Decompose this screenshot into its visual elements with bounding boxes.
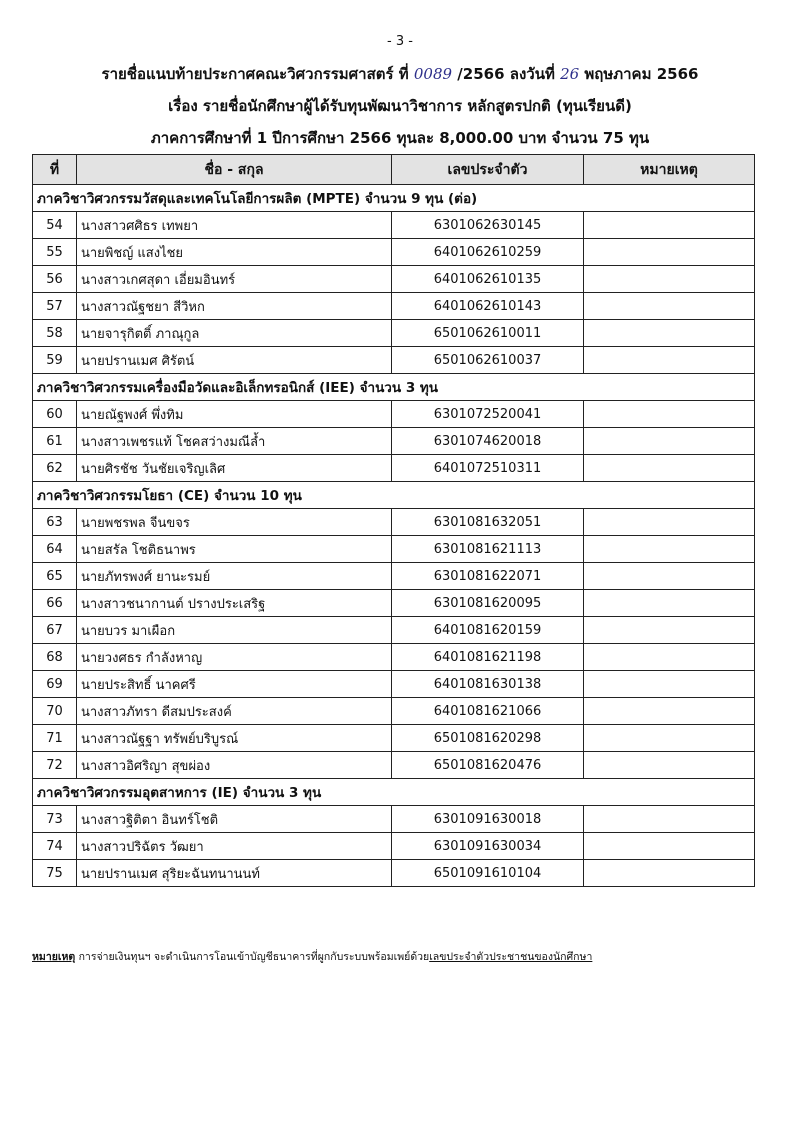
cell-number: 65 (33, 563, 77, 590)
cell-name: นายสรัล โชติธนาพร (77, 536, 392, 563)
cell-remark (584, 833, 755, 860)
cell-remark (584, 347, 755, 374)
cell-number: 61 (33, 428, 77, 455)
cell-number: 67 (33, 617, 77, 644)
table-row (33, 509, 755, 536)
cell-student-id: 6301081622071 (392, 563, 584, 590)
cell-name: นายปรานเมศ สุริยะฉันทนานนท์ (77, 860, 392, 887)
handwritten-doc-number: 0089 (413, 65, 453, 83)
cell-student-id: 6401072510311 (392, 455, 584, 482)
table-row (33, 806, 755, 833)
table-row (33, 617, 755, 644)
cell-name: นางสาวณัฐชยา สีวิหก (77, 293, 392, 320)
table-header-row (33, 155, 755, 185)
footnote (32, 948, 772, 965)
table-row (33, 671, 755, 698)
table-row (33, 752, 755, 779)
cell-number: 60 (33, 401, 77, 428)
cell-name: นางสาวอิศริญา สุขผ่อง (77, 752, 392, 779)
table-row (33, 563, 755, 590)
cell-name: นายภัทรพงศ์ ยานะรมย์ (77, 563, 392, 590)
cell-name: นายพิชญ์ แสงไชย (77, 239, 392, 266)
table-body (33, 185, 755, 887)
cell-student-id: 6501062610037 (392, 347, 584, 374)
footnote-underlined-text: เลขประจำตัวประชาชนของนักศึกษา (429, 951, 593, 963)
cell-name: นายปรานเมศ ศิรัตน์ (77, 347, 392, 374)
cell-name: นางสาวเพชรแท้ โชคสว่างมณีล้ำ (77, 428, 392, 455)
cell-student-id: 6501081620476 (392, 752, 584, 779)
table-row (33, 266, 755, 293)
cell-number: 56 (33, 266, 77, 293)
section-header-row (33, 779, 755, 806)
title-prefix: รายชื่อแนบท้ายประกาศคณะวิศวกรรมศาสตร์ ที่ (101, 65, 414, 83)
cell-number: 63 (33, 509, 77, 536)
section-title: ภาควิชาวิศวกรรมวัสดุและเทคโนโลยีการผลิต (MPTE) จำนวน 9 ทุน (ต่อ) (33, 185, 755, 212)
table-row (33, 833, 755, 860)
document-semester-info: ภาคการศึกษาที่ 1 ปีการศึกษา 2566 ทุนละ 8,000.00 บาท จำนวน 75 ทุน (150, 129, 650, 147)
cell-name: นางสาวณัฐฐา ทรัพย์บริบูรณ์ (77, 725, 392, 752)
cell-number: 55 (33, 239, 77, 266)
cell-remark (584, 644, 755, 671)
handwritten-day: 26 (560, 65, 580, 83)
document-title-line1 (0, 62, 800, 86)
table-row (33, 536, 755, 563)
cell-number: 68 (33, 644, 77, 671)
cell-name: นางสาวชนากานต์ ปรางประเสริฐ (77, 590, 392, 617)
cell-number: 71 (33, 725, 77, 752)
cell-number: 54 (33, 212, 77, 239)
cell-name: นายพชรพล จีนขจร (77, 509, 392, 536)
cell-student-id: 6301091630034 (392, 833, 584, 860)
cell-student-id: 6401062610143 (392, 293, 584, 320)
cell-student-id: 6401081621066 (392, 698, 584, 725)
section-title: ภาควิชาวิศวกรรมอุตสาหการ (IE) จำนวน 3 ทุน (33, 779, 755, 806)
table-row (33, 455, 755, 482)
table-row (33, 590, 755, 617)
section-title: ภาควิชาวิศวกรรมเครื่องมือวัดและอิเล็กทรอนิกส์ (IEE) จำนวน 3 ทุน (33, 374, 755, 401)
cell-number: 70 (33, 698, 77, 725)
footnote-label: หมายเหตุ (32, 951, 76, 963)
cell-number: 59 (33, 347, 77, 374)
cell-remark (584, 239, 755, 266)
cell-remark (584, 212, 755, 239)
scholarship-table (32, 154, 755, 887)
cell-remark (584, 617, 755, 644)
cell-remark (584, 860, 755, 887)
cell-remark (584, 320, 755, 347)
cell-number: 72 (33, 752, 77, 779)
cell-number: 57 (33, 293, 77, 320)
document-subject: เรื่อง รายชื่อนักศึกษาผู้ได้รับทุนพัฒนาวิชาการ หลักสูตรปกติ (ทุนเรียนดี) (168, 97, 632, 115)
cell-student-id: 6301081632051 (392, 509, 584, 536)
cell-student-id: 6401062610259 (392, 239, 584, 266)
cell-number: 62 (33, 455, 77, 482)
table-row (33, 644, 755, 671)
cell-student-id: 6301081620095 (392, 590, 584, 617)
cell-remark (584, 698, 755, 725)
section-title: ภาควิชาวิศวกรรมโยธา (CE) จำนวน 10 ทุน (33, 482, 755, 509)
table-row (33, 698, 755, 725)
cell-name: นางสาวเกศสุดา เอี่ยมอินทร์ (77, 266, 392, 293)
cell-remark (584, 428, 755, 455)
table-row (33, 212, 755, 239)
cell-number: 66 (33, 590, 77, 617)
title-mid: /2566 ลงวันที่ (452, 65, 561, 83)
cell-name: นายวงศธร กำลังหาญ (77, 644, 392, 671)
cell-student-id: 6301062630145 (392, 212, 584, 239)
cell-number: 75 (33, 860, 77, 887)
page-number: - 3 - (387, 34, 413, 49)
cell-remark (584, 401, 755, 428)
cell-student-id: 6301074620018 (392, 428, 584, 455)
cell-number: 69 (33, 671, 77, 698)
table-row (33, 239, 755, 266)
cell-remark (584, 536, 755, 563)
cell-remark (584, 509, 755, 536)
cell-student-id: 6401081620159 (392, 617, 584, 644)
cell-student-id: 6401062610135 (392, 266, 584, 293)
cell-number: 74 (33, 833, 77, 860)
cell-number: 58 (33, 320, 77, 347)
cell-remark (584, 806, 755, 833)
cell-remark (584, 752, 755, 779)
cell-name: นายณัฐพงศ์ พึ่งทิม (77, 401, 392, 428)
cell-student-id: 6501062610011 (392, 320, 584, 347)
table-row (33, 401, 755, 428)
section-header-row (33, 374, 755, 401)
cell-remark (584, 590, 755, 617)
cell-name: นางสาวภัทรา ดีสมประสงค์ (77, 698, 392, 725)
cell-name: นางสาวศศิธร เทพยา (77, 212, 392, 239)
header-no: ที่ (33, 155, 77, 185)
table-row (33, 320, 755, 347)
cell-remark (584, 293, 755, 320)
table-row (33, 860, 755, 887)
section-header-row (33, 185, 755, 212)
cell-name: นายบวร มาเผือก (77, 617, 392, 644)
cell-student-id: 6301091630018 (392, 806, 584, 833)
cell-name: นายจารุกิตติ์ ภาณุกูล (77, 320, 392, 347)
table-row (33, 347, 755, 374)
cell-number: 64 (33, 536, 77, 563)
table-row (33, 293, 755, 320)
cell-student-id: 6501091610104 (392, 860, 584, 887)
cell-student-id: 6301081621113 (392, 536, 584, 563)
footnote-text: การจ่ายเงินทุนฯ จะดำเนินการโอนเข้าบัญชีธนาคารที่ผูกกับระบบพร้อมเพย์ด้วย (75, 951, 430, 963)
table-row (33, 428, 755, 455)
cell-remark (584, 563, 755, 590)
table-row (33, 725, 755, 752)
cell-student-id: 6501081620298 (392, 725, 584, 752)
cell-remark (584, 725, 755, 752)
header-student-id: เลขประจำตัว (392, 155, 584, 185)
cell-name: นายศิรชัช วันชัยเจริญเลิศ (77, 455, 392, 482)
cell-remark (584, 455, 755, 482)
section-header-row (33, 482, 755, 509)
cell-student-id: 6401081621198 (392, 644, 584, 671)
cell-student-id: 6301072520041 (392, 401, 584, 428)
title-suffix: พฤษภาคม 2566 (579, 65, 699, 83)
header-name: ชื่อ - สกุล (77, 155, 392, 185)
cell-name: นางสาวฐิติตา อินทร์โชติ (77, 806, 392, 833)
cell-name: นายประสิทธิ์ นาคศรี (77, 671, 392, 698)
cell-remark (584, 266, 755, 293)
header-remark: หมายเหตุ (584, 155, 755, 185)
cell-student-id: 6401081630138 (392, 671, 584, 698)
cell-number: 73 (33, 806, 77, 833)
cell-name: นางสาวปริฉัตร วัฒยา (77, 833, 392, 860)
cell-remark (584, 671, 755, 698)
